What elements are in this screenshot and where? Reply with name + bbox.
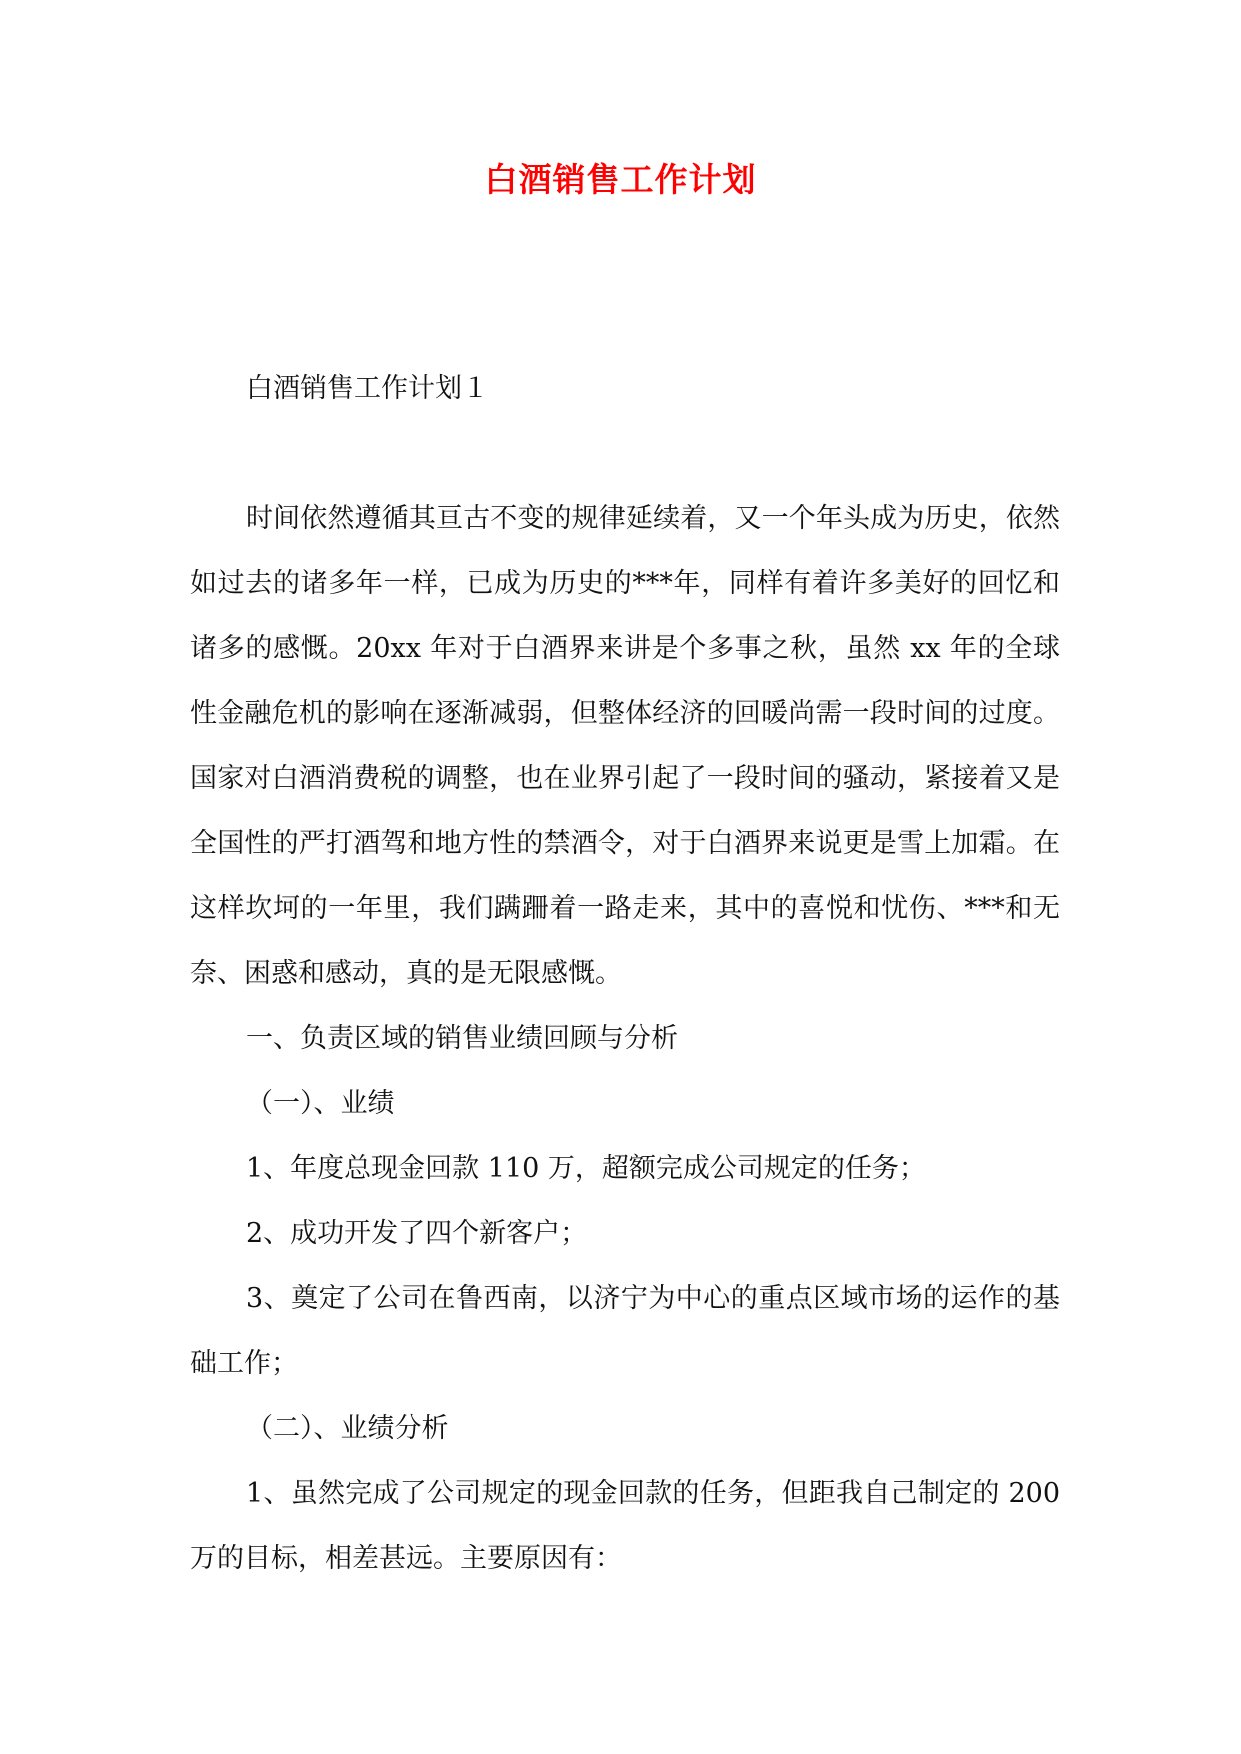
list-item-2: 2、成功开发了四个新客户； bbox=[246, 1218, 588, 1249]
list-item-3: 3、奠定了公司在鲁西南，以济宁为中心的重点区域市场的运作的基础工作； bbox=[190, 1283, 1060, 1379]
heading-performance-analysis: （二）、业绩分析 bbox=[246, 1413, 449, 1444]
heading-performance: （一）、业绩 bbox=[246, 1088, 395, 1119]
analysis-item-1: 1、虽然完成了公司规定的现金回款的任务，但距我自己制定的 200 万的目标，相差甚远。主要原因有： bbox=[190, 1478, 1060, 1574]
list-item-1: 1、年度总现金回款 110 万，超额完成公司规定的任务； bbox=[246, 1153, 926, 1184]
section-subtitle: 白酒销售工作计划１ bbox=[246, 373, 489, 404]
paragraph-intro: 时间依然遵循其亘古不变的规律延续着，又一个年头成为历史，依然如过去的诸多年一样，已成为历史的***年，同样有着许多美好的回忆和诸多的感慨。20xx 年对于白酒界来讲是个多事之秋，虽然 xx 年的全球性金融危机的影响在逐渐减弱，但整体经济的回暖尚需一段时间的过度。国家对白酒消费税的调整，也在业界引起了一段时间的骚动，紧接着又是全国性的严打酒驾和地方性的禁酒令，对于白酒界来说更是雪上加霜。在这样坎坷的一年里，我们蹒跚着一路走来，其中的喜悦和忧伤、***和无奈、困惑和感动，真的是无限感慨。 bbox=[190, 503, 1060, 989]
heading-section-one: 一、负责区域的销售业绩回顾与分析 bbox=[246, 1023, 678, 1054]
document-body bbox=[190, 356, 1060, 1591]
document-title: 白酒销售工作计划 bbox=[484, 160, 757, 199]
